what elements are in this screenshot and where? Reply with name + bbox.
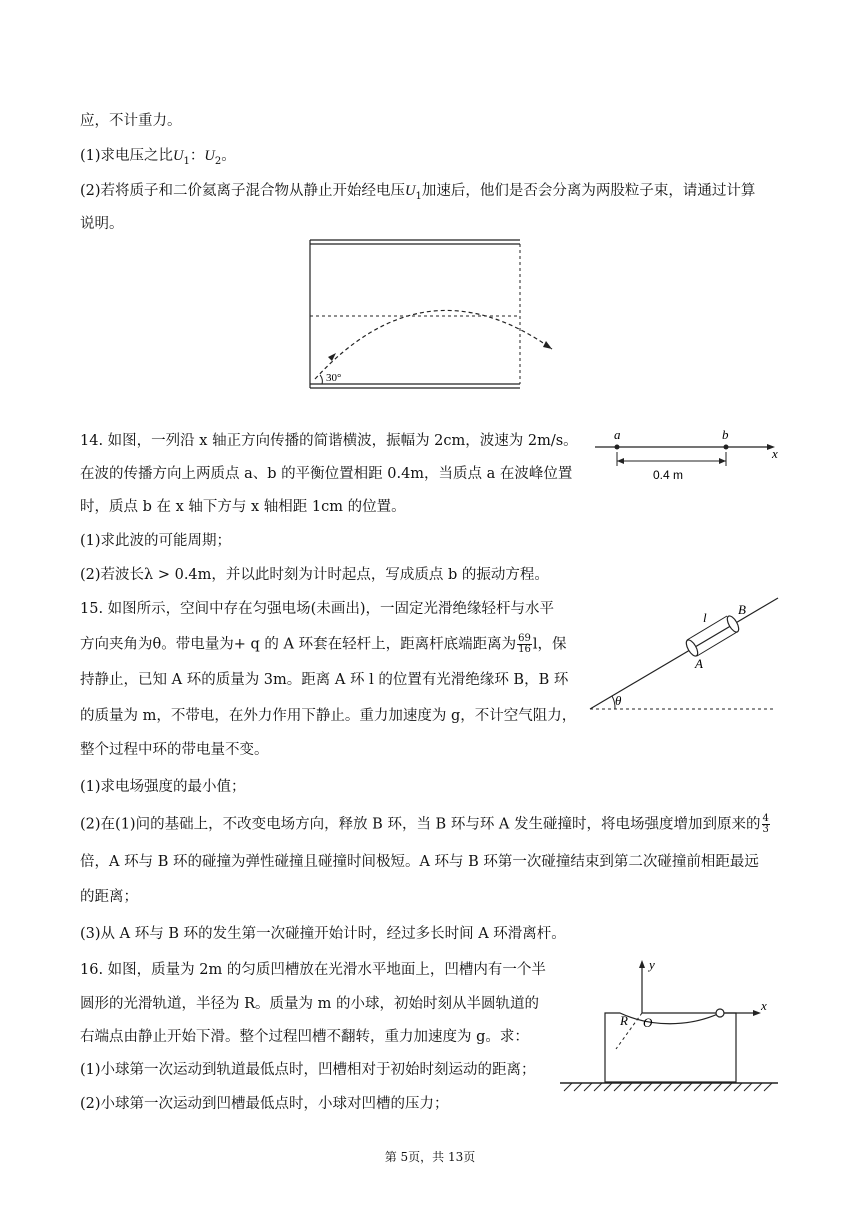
label-O: O [643,1015,653,1030]
text-line: 方向夹角为θ。带电量为+ q 的 A 环套在轻杆上，距离杆底端距离为 $\frac{69}{16}$ l，保 [80,633,567,655]
label-b: b [722,427,729,442]
question-13-part1: (1)求电压之比$U_1$：$U_2$。 [80,148,236,167]
text-line: 在波的传播方向上两质点 a、b 的平衡位置相距 0.4m，当质点 a 在波峰位置 [80,466,573,482]
label-l: l [703,610,707,625]
arrow-head [543,341,552,349]
question-16: 16. 如图，质量为 2m 的匀质凹槽放在光滑水平地面上，凹槽内有一个半 [80,962,546,978]
text-line: (2)小球第一次运动到凹槽最低点时，小球对凹槽的压力； [80,1096,449,1112]
text-line: (1)求此波的可能周期； [80,533,232,549]
small-ball [716,1009,724,1017]
point-a [615,445,620,450]
text-line: 的距离； [80,889,138,905]
figure-15-inclined-rod [585,592,785,717]
label-y: y [649,957,655,972]
question-13-part2: (2)若将质子和二价氦离子混合物从静止开始经电压$U_1$加速后，他们是否会分离为两股粒子束，请通过计算 [80,183,756,202]
label-B: B [738,602,746,617]
text-line: 应，不计重力。 [80,113,182,129]
label-R: R [620,1013,628,1028]
ring-A [684,638,700,658]
point-b [724,445,729,450]
label-A: A [695,656,703,671]
trajectory [315,310,552,379]
figure-13-capacitor [300,235,570,395]
text-line: (1)求电场强度的最小值； [80,779,246,795]
question-15: 15. 如图所示，空间中存在匀强电场(未画出)，一固定光滑绝缘轻杆与水平 [80,601,554,617]
text-line: (2)若波长λ > 0.4m，并以此时刻为计时起点，写成质点 b 的振动方程。 [80,567,549,583]
text-line: 右端点由静止开始下滑。整个过程凹槽不翻转，重力加速度为 g。求： [80,1029,529,1045]
ring-B [725,614,741,634]
text-line: (2)在(1)问的基础上，不改变电场方向，释放 B 环，当 B 环与环 A 发生碰撞时，将电场强度增加到原来的 $\frac{4}{3}$ [80,813,769,835]
distance-label: 0.4 m [653,468,684,482]
text-line: (1)小球第一次运动到轨道最低点时，凹槽相对于初始时刻运动的距离； [80,1062,536,1078]
text-line: 整个过程中环的带电量不变。 [80,742,269,758]
text-line: 的质量为 m，不带电，在外力作用下静止。重力加速度为 g，不计空气阻力， [80,708,577,724]
label-a: a [614,427,621,442]
question-14: 14. 如图，一列沿 x 轴正方向传播的简谐横波，振幅为 2cm，波速为 2m/s。 [80,433,578,449]
label-theta: θ [615,693,622,708]
page-footer: 第 5页，共 13页 [384,1150,476,1164]
arrow-head [328,353,336,361]
ground-hatch [564,1083,772,1091]
text-line: 圆形的光滑轨道，半径为 R。质量为 m 的小球，初始时刻从半圆轨道的 [80,996,539,1012]
figure-16-groove [560,955,780,1095]
label-x: x [761,998,767,1013]
label-x: x [772,446,778,461]
figure-14-wave-axis [590,424,790,486]
text-line: (3)从 A 环与 B 环的发生第一次碰撞开始计时，经过多长时间 A 环滑离杆。 [80,926,566,942]
angle-label: 30° [326,372,342,384]
text-line: 说明。 [80,216,124,232]
text-line: 持静止，已知 A 环的质量为 3m。距离 A 环 l 的位置有光滑绝缘环 B，B 环 [80,672,569,688]
text-line: 倍，A 环与 B 环的碰撞为弹性碰撞且碰撞时间极短。A 环与 B 环第一次碰撞结束到第二次碰撞前相距最远 [80,854,759,870]
text-line: 时，质点 b 在 x 轴下方与 x 轴相距 1cm 的位置。 [80,499,406,515]
